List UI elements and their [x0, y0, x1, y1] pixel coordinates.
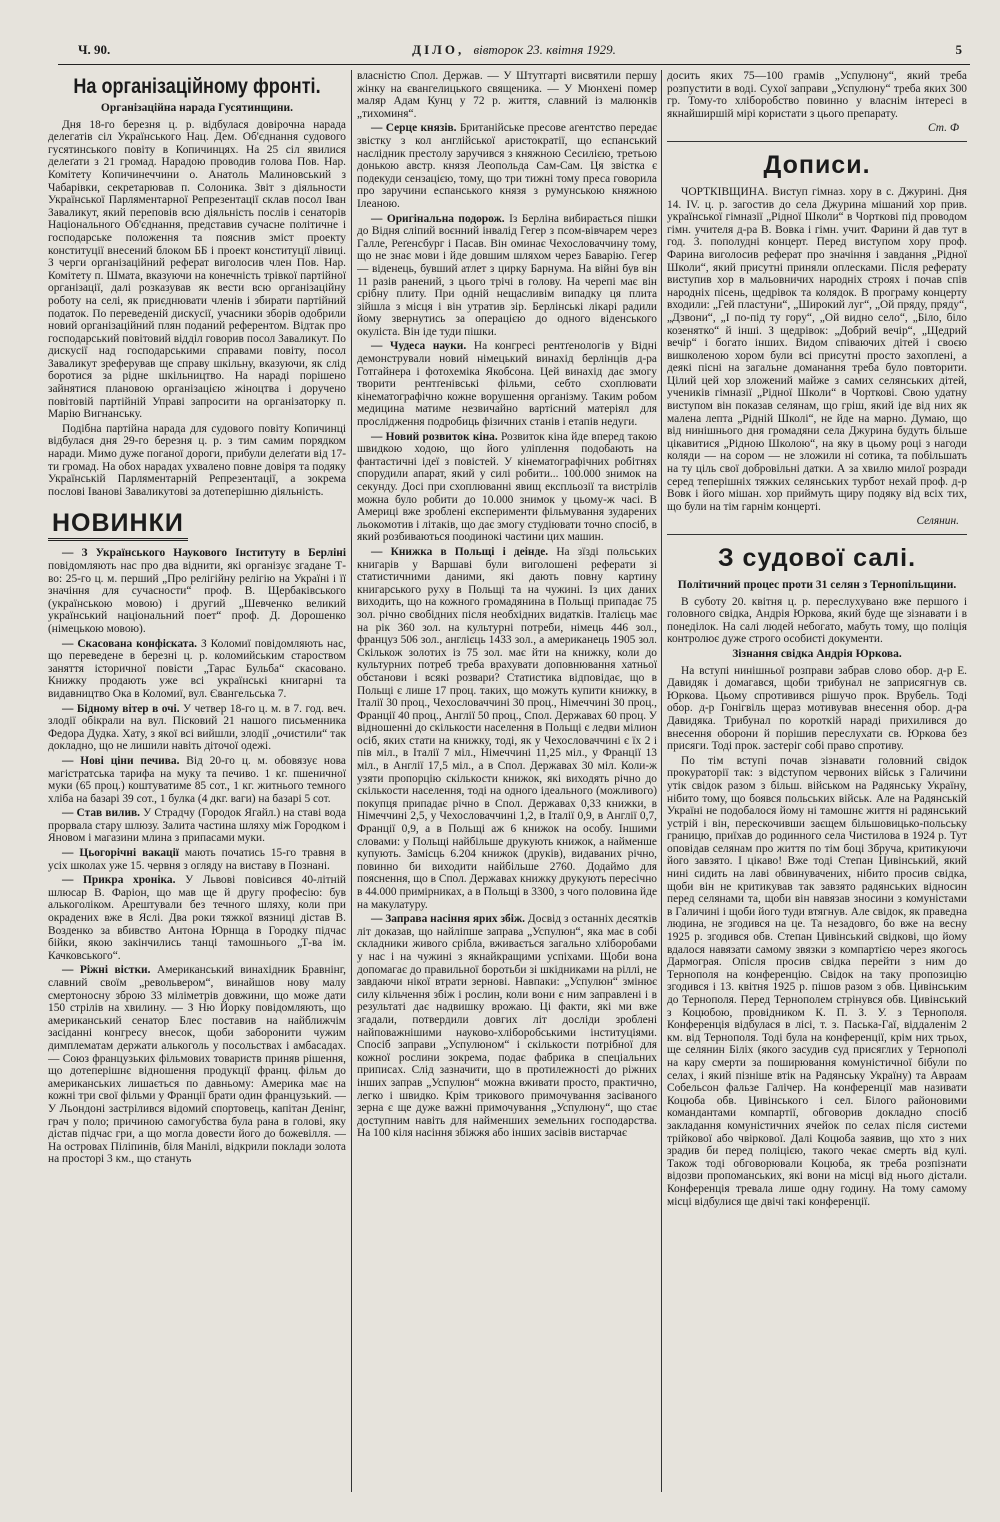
- section-heading: З судової салі.: [717, 544, 917, 572]
- news-text: Розвиток кіна йде вперед такою швидкою ходою, що його уліплення подобають на фантастичні ідеї з повістей. У кінематографічних робітнях спорудили апарат, який у силі робити... 100.000 знимок на секунду. Досі при схоплюванні явищ експльозії та вистрілів можна було робити до 10.000 знимок у цьому-ж часі. В Америці вже зроблені експерименти фільмування зударених льокомотив і літаків, що дає змогу студіювати точно спосіб, в який розбиваються поодинокі частини цих машин.: [357, 430, 657, 544]
- divider: [667, 534, 967, 535]
- column-1: [48, 70, 346, 1494]
- news-lead: — Нові ціни печива.: [62, 754, 180, 767]
- article-subtitle: Політичний процес проти 31 селян з Тернопільщини.: [677, 579, 957, 591]
- news-lead: — Чудеса науки.: [371, 340, 467, 353]
- author-signature: Ст. Ф: [928, 122, 959, 135]
- news-text: Британійське пресове агентство передає звістку з кол англійської аристократії, що еспанський наслідник престолу заручився з княжною Сесилією, третьою донькою австр. князя Леопольда Сам-Сам. Ця звістка є подекуди сензацією, тому, що три тижні тому преса говорила про заручини еспанського князя з румунською княжною Ілеаною.: [357, 122, 657, 210]
- paragraph: Дня 18-го березня ц. р. відбулася довірочна нарада делегатів сіл Українського Нац. Дем. Об'єднання судового гусятинського повіту в Копичинцях. На 25 сіл явилися делеґати з 21 громад. Нарадою проводив голова Пов. Нар. Комітету Копичинеччини о. Анатоль Малиновський з Чабарівки, секретарював п. Солоника. Звіт з діяльности Української Парляментарної Репрезентації склав посол Іван Заваликут, який переповів всю діяльність послів і сенаторів Національного Об'єднання, представив сучасне політичне і господарське положення та пояснив зміст проекту конституції внесений блоком ББ і проект конституції лівиці. З черги організаційний реферат виголосив член Пов. Нар. Комітету п. Шмата, вказуючи на конечність трівкої партійної організації, далі розказував як вести всю організаційну роботу на селі, як приєднювати членів і збирати партійний податок. По переведеній дискусії, учасники зборів одобрили новий організаційний плян поданий референтом. Відтак про господарський повітовий відділ говорив посол Заваликут. По дискусії над господарськими справами повіту, посол Заваликут зреферував ще справу шкільну, вказуючи, як слід боротися за рідне шкільництво. На нараді порішено зайнятися плановою організацією жіноцтва і доручено повітовій партійній Управі запросити на організаторку п. Марію Вигнанську.: [48, 118, 346, 421]
- news-item: [357, 546, 657, 911]
- news-text: Від 20-го ц. м. обовязує нова магістратська тарифа на муку та печиво. 1 кг. пшеничної муки (65 проц.) коштуватиме 85 сот., 1 кг. житнього темного хліба на базарі 39 сот., 1 булка (4 дкг. ваги) на базарі 5 сот.: [48, 754, 346, 805]
- news-lead: — Ріжні вістки.: [62, 964, 151, 977]
- news-item: [48, 874, 346, 962]
- paragraph: власністю Спол. Держав. — У Штутгарті висвятили першу жінку на євангелицького священика. — У Мюнхені помер маляр Адам Кунц у 72 р. життя, славний із малюнків „тихоминя“.: [357, 70, 657, 120]
- masthead: ДІЛО,: [412, 42, 465, 57]
- news-text: На конгресі рентґенологів у Відні демонстрували новий німецький винахід берлінців д-ра Готгайнера і фотохеміка Якобсона. Цей винахід дає змогу творити рентґенівські фільми, себто схоплювати кінематографічно кожне ворушення організму. Таким робом медицина матиме незвичайно вартісний матеріял для прослідження подробиць фізичних станів і етапів недуги.: [357, 340, 657, 429]
- column-3: [667, 70, 967, 1494]
- news-lead: — Серце князів.: [371, 122, 457, 135]
- page-number: 5: [955, 42, 962, 57]
- news-text: У Страдчу (Городок Ягайл.) на ставі вода прорвала стару шлюзу. Залита частина шляху між Городком і Яновом і магазини млина з припасами муки.: [48, 807, 346, 845]
- news-item: [48, 964, 346, 1166]
- section-heading: НОВИНКИ: [48, 508, 188, 541]
- news-item: [48, 703, 346, 753]
- section-heading: Дописи.: [763, 150, 871, 179]
- news-text: У четвер 18-го ц. м. в 7. год. веч. злодії обікрали на вул. Пісковий 21 нашого письменника Федора Дудка. Хату, з якої всі вийшли, злодії „очистили“ так докладно, що не лишили навіть діточої одежі.: [48, 702, 346, 753]
- news-item: [48, 755, 346, 805]
- news-lead: — Цьогорічні вакації: [62, 847, 179, 860]
- news-text: Досвід з останніх десятків літ доказав, що найліпше заправа „Успулюн“, яка має в собі складники живого срібла, вживається загально хліборобами у нас і на чужині з якнайкращими успіхами. Щоби вона допомагає до правильної боротьби зі шкідниками на ріллі, не завдаючи нікої втрати зернові. Навпаки: „Успулюн“ змінює силу кільчення збіж і рослин, коли вони є ним заправлені і в результаті дає надвишку врожаю. Ці факти, які ми вже згадали, потвердили довгих літ досліди зроблені найповажнішими науково-хліборобськими інституціями. Спосіб заправи „Успулюном“ і скількости потрібної для кожної рослини зокрема, подає фабрика в спеціальних приписах. Слід зазначити, що в протилежності до ріжних інших заправ „Успулюн“ можна вживати просто, практично, легко і швидко. Крім трикового примочування засіваного зерна є ще дуже важні примочування „Успулюну“, що стає доступним навіть для найменших земельних господарства. На 100 кіля насіння збіжжя або інших засівів вистарчає: [357, 913, 657, 1140]
- news-item: [48, 807, 346, 845]
- divider: [667, 141, 967, 142]
- paragraph: На вступі нинішньої розправи забрав слово обор. д-р Е. Давидяк і домагався, щоби трибунал не заприсягнув св. Юркова. Цьому спротивився рішучо прок. Врубель. Тоді обор. д-р Гонігвіль щераз мотивував внесення обор. д-ра Давидяка. Трибунал по короткій нараді прихилився до внесення оборони й порішив переслухати св. Юркова без присяги. Тоді прок. застеріг собі право спротиву.: [667, 664, 967, 753]
- news-text: У Львові повісився 40-літній шлюсар В. Фаріон, що мав ще й другу професію: був алькоголіком. Арештували без течного шляху, коли при окрадених вже в Яслі. Два роки тяжкої вязниці дістав В. Возденко за вбивство Антона Юрнща в Городку підчас бійки, якою закінчились танці тамошнього „Т-ва ім. Качковського“.: [48, 874, 346, 962]
- article-title: На організаційному фронті.: [73, 75, 321, 98]
- news-lead: — Новий розвиток кіна.: [371, 430, 498, 443]
- news-text: Із Берліна вибирається пішки до Відня сліпий воєнний інвалід Гегер з псом-вівчарем через Галле, Реґенсбург і Пасав. Він оминає Чехословаччину тому, що не знає мови і йде довшим шляхом через Баварію. Гегер — віденець, бувший атлет з цирку Барнума. На війні був він 11 разів ранений, з цього трічі в голову. На черепі має він срібну плиту. При одній нещасливім випадку ця плита зійшла з місця і він утратив зір. Берлінські лікарі радили йому звернутись за операцією до одного віденського окуліста. Він іде туди пішки.: [357, 212, 657, 338]
- news-text: На зїзді польських книгарів у Варшаві були виголошені реферати зі статистичними даними, які дають повну картину книгарського руху в Польщі та на чужині. Із цих даних виходить, що на кожного громадянина в Польщі припадає 75 зол. річно свобідних після необхідних видатків. Італієць має на рік 360 зол. на культурні потреби, німець 446 зол., француз 506 зол., англієць 1433 зол., а американець 1905 зол. Скількож золотих із 75 зол. має йти на книжку, коли до культурних потреб треба врахувати доповнювання хатньої обстанови і всякі розвари? Статистика відповідає, що в Польщі є лише 17 проц. таких, що можуть купити книжку, в Італії 30 проц., Чехословаччині 30 проц., Німеччині 30 проц., Франції 40 проц., Англії 50 проц., Спол. Державах 60 проц. У відношенні до скількости населення в Польщі є ледви мілион осіб, яких стати на книжку, тоді, як у Чехословаччині є їх 2 і пів міл., в Італії 7 міл., Німеччині 11,25 міл., у Франції 13 міл., в Англії 17,5 міл., а в Спол. Державах 30 міл. Коли-ж узяти пропорцію скількости книжок, які виходять річно до скількости населення, тоді на одного ідеального (можливого) покупця припадає річно в Спол. Державах 0,33 книжки, в Німеччині 2,5, у Чехословаччині 1,2, в Італії 0,9, в Англії 0,7, Франції 0,9, а в Польщі аж 6 книжок на особу. Іншими словами: у Польщі найбільше друкують книжок, а найменше купують. Замісць 6.204 книжок (друків), видаваних річно, повинно би виходити найбільше 2760. Додаймо для пояснення, що в Спол. Державах книжку друкують пересічно в 44.000 примірниках, а в Польщі в 3300, з чого половина йде на макулатуру.: [357, 545, 657, 911]
- column-rule: [351, 70, 352, 1492]
- column-2: [357, 70, 657, 1494]
- article-subtitle: Зізнання свідка Андрія Юркова.: [732, 647, 902, 660]
- news-item: [357, 122, 657, 210]
- news-item: [357, 213, 657, 339]
- news-item: [48, 847, 346, 872]
- news-text: Американський винахідник Бравнінг, славний своїм „револьвером“, винайшов нову малу смертоносну зброю 33 міліметрів довжини, що може дати 150 стрілів на хвилину. — З Ню Йорку повідомляють, що американський сенатор Блес поставив на найближчім засіданні конгресу внесок, щоби заборонити чужим димплематам держати алькоголь у посольствах і амбасадах. — Союз французьких фільмових товариств приняв рішення, що дотеперішнє відношення продукції франц. фільм до американських лишається по давньому: Америка має на кожні три свої фільми у Франції брати один французький. — У Льондоні застрілився відомий спортовець, капітан Денінг, грач у поло; причиною самогубства була рана в голові, яку дістав підчас гри, а що могла довести його до божевілля. — На островах Піліпинів, біля Манілі, відкрили поклади золота на просторі 3 км., що стануть: [48, 964, 346, 1166]
- news-text: повідомляють нас про два віднити, які організує згадане Т-во: 25-го ц. м. перший „Про релігійну релігію на Україні і її значіння для сучасности“ проф. В. Щербаківського (українською мовою) і другий „Шевченко великий український національний поет“ проф. Д. Дорошенко (німецькою мовою).: [48, 560, 346, 635]
- issue-number: Ч. 90.: [78, 42, 111, 57]
- news-item: [48, 638, 346, 701]
- news-lead: — Оригінальна подорож.: [371, 212, 505, 225]
- issue-date: вівторок 23. квітня 1929.: [473, 42, 616, 57]
- news-lead: — Прикра хроніка.: [62, 874, 176, 887]
- news-text: мають початись 15-го травня в усіх школах уже 15. червня з огляду на виставу в Познані.: [48, 847, 346, 872]
- news-text: З Коломиї повідомляють нас, що переведене в березні ц. р. коломийським староством заняття історичної повісти „Тарас Бульба“ скасовано. Книжку продають уже всі українські книгарні та видавництво Ока в Коломиї, вул. Євангельська 7.: [48, 637, 346, 700]
- column-rule: [661, 70, 662, 1492]
- masthead-line: [58, 42, 970, 58]
- news-item: [48, 547, 346, 635]
- news-item: [357, 913, 657, 1140]
- paragraph: В суботу 20. квітня ц. р. переслухувано вже першого і головного свідка, Андрія Юркова, який буде ще зізнавати і в понеділок. На салі людей небогато, мабуть тому, що поліція контролює дуже строго особисті документи.: [667, 595, 967, 646]
- paragraph: досить яких 75—100 грамів „Успулюну“, який треба розпустити в воді. Сухої заправи „Успулюну“ треба яких 300 гр. Тому-то хліборобство повинно у власнім інтересі в якнайширшій мірі користати з цього препарату.: [667, 70, 967, 120]
- news-lead: — Скасована конфіската.: [62, 637, 197, 650]
- news-lead: — З Українського Наукового Інституту в Берліні: [62, 547, 346, 560]
- news-item: [357, 340, 657, 428]
- news-lead: — Став вилив.: [62, 807, 141, 820]
- paragraph: По тім вступі почав зізнавати головний свідок прокураторії так: з відступом червоних військ з Галичини утік свідок разом з більш. військом на Радянську Україну, нібито тому, що боявся польських військ. Але на Радянській Україні не подобалося йому ні тамошнє життя ні радянський устрій і він, перескочивши заєщем більшовицько-польську границю, приїхав до родинного села Чистилова в 1924 р. Тут оповідав селянам про життя по тім боці Збруча, критикуючи його завзято. І цікаво! Вже тоді Степан Цивінський, який нині сидить на лаві обвинувачених, нібито просив свідка, щоби він не критикував так завзято радянських відносин перед селянами та, щоби він навязав зносини з комуністами в Галичині і щоби його туди втягнув. Але свідок, як праведна людина, не згодився на це. Та незадовго, бо вже на весну 1925 р. згодився обв. Степан Цивінський свідкові, що йому вдалося навязати самому звязки з компартією через якогось Дармограя. Опісля просив свідка перейти з ним до Тернополя на конференцію. Свідок на таку пропозицію згодився і 13. квітня 1925 р. пішов разом з обв. Цивінським до Тернополя. Перед Тернополем стрінувся обв. Цивінський з Коцюбою, провідником К. П. З. У. з Тернополя. Конференція відбулася в лісі, т. з. Паська-Гаї, віддаленім 2 км. від Тернополя. Тоді була на конференції, крім них трьох, ще селянин Біліх (якого засудив суд присяглих у Тернополі на кару смерти за поширювання комуністичної бібули по селах, і який пізніше втік на Радянську Україну) та Авраам Собельсон фальзе Галічер. На конференції мав називати Коцюба обв. Цивінського і сел. Білого районовими командантами компартії, обговорив докладно спосіб закладання комуністичних ячейок по селах після системи трійкової або чвіркової. Далі Коцюба заявив, що хто з них зрадив би перед поліцією, такого чекає смерть від кулі. Також тоді обговорювали Коцюба, як треба розпізнати відозви пропоманських, які вони на місці від нього дістали. Конференція тревала лише одну годину. На тому самому місці відбулися ще двічі такі конференції.: [667, 754, 967, 1208]
- news-lead: — Бідному вітер в очі.: [62, 702, 180, 715]
- author-signature: Селянин.: [916, 515, 959, 528]
- news-lead: — Заправа насіння ярих збіж.: [371, 913, 526, 926]
- paragraph: Подібна партійна нарада для судового повіту Копичинці відбулася дня 29-го березня ц. р. з тим самим порядком наради. Мимо дуже поганої дороги, прибули делеґати від 17-ти громад. На обох нарадах ухвалено повне довіря та подяку Українській Парляментарній Репрезентації, а зокрема послові Іванові Заваликутові за дотеперішню діяльність.: [48, 422, 346, 498]
- article-subtitle: Організаційна нарада Гусятинщини.: [100, 102, 294, 114]
- page-header: [58, 40, 970, 65]
- paragraph: ЧОРТКІВЩИНА. Виступ гімназ. хору в с. Джурині. Дня 14. IV. ц. р. загостив до села Джурина мішаний хор прив. української гімназії „Рідної Школи“ в Чорткові під проводом гімн. учителя д-ра В. Вовка і гімн. учит. Фарини й дав тут в год. 3. пополудні концерт. Перед виступом хору проф. Фарина виголосив реферат про значіння і завдання „Рідної Школи“, який присутні приняли оплесками. Після реферату виступив хор в мальовничих народніх строях і почав спів народніх пісень, щедрівок та колядок. В програму концерту входили: „Гей пластуни“, „Широкий луг“, „Ой пряду, пряду“, „Дзвони“, „І по-під ту гору“, „Ой видно село“, „Біло, біло козенятко“ й інші. З щедрівок: „Добрий вечір“, „Щедрий вечір“ і богато інших. Видом співаючих дітей і своєю вишколеною хором були всі присутні просто захоплені, а деякі пісні на загальне доманання треба було повторити. Цілий цей хор зложений майже з самих селянських дітей, учеників гімназії „Рідної Школи“ в Чорткові. Свою удатну виступом він показав селянам, що гріш, який іде від них як малена лепта „Рідній Школі“, не йде на марно. Думаю, що від нинішнього дня громадяни села Джурина будуть більше цікавитися „Рідною Школою“, на яку в цьому році з нагоди коляди — на сором — не зложили ні сотика, та побільшать на ту ціль свої добровільні датки. А за хвилю милої розради серед теперішніх тяжких селянських турбот нехай проф. д-р Вовк і його мішан. хор приймуть щиру подяку від всіх тих, що були на тім гарнім концерті.: [667, 185, 967, 513]
- news-lead: — Книжка в Польщі і деінде.: [371, 545, 549, 558]
- news-item: [357, 431, 657, 544]
